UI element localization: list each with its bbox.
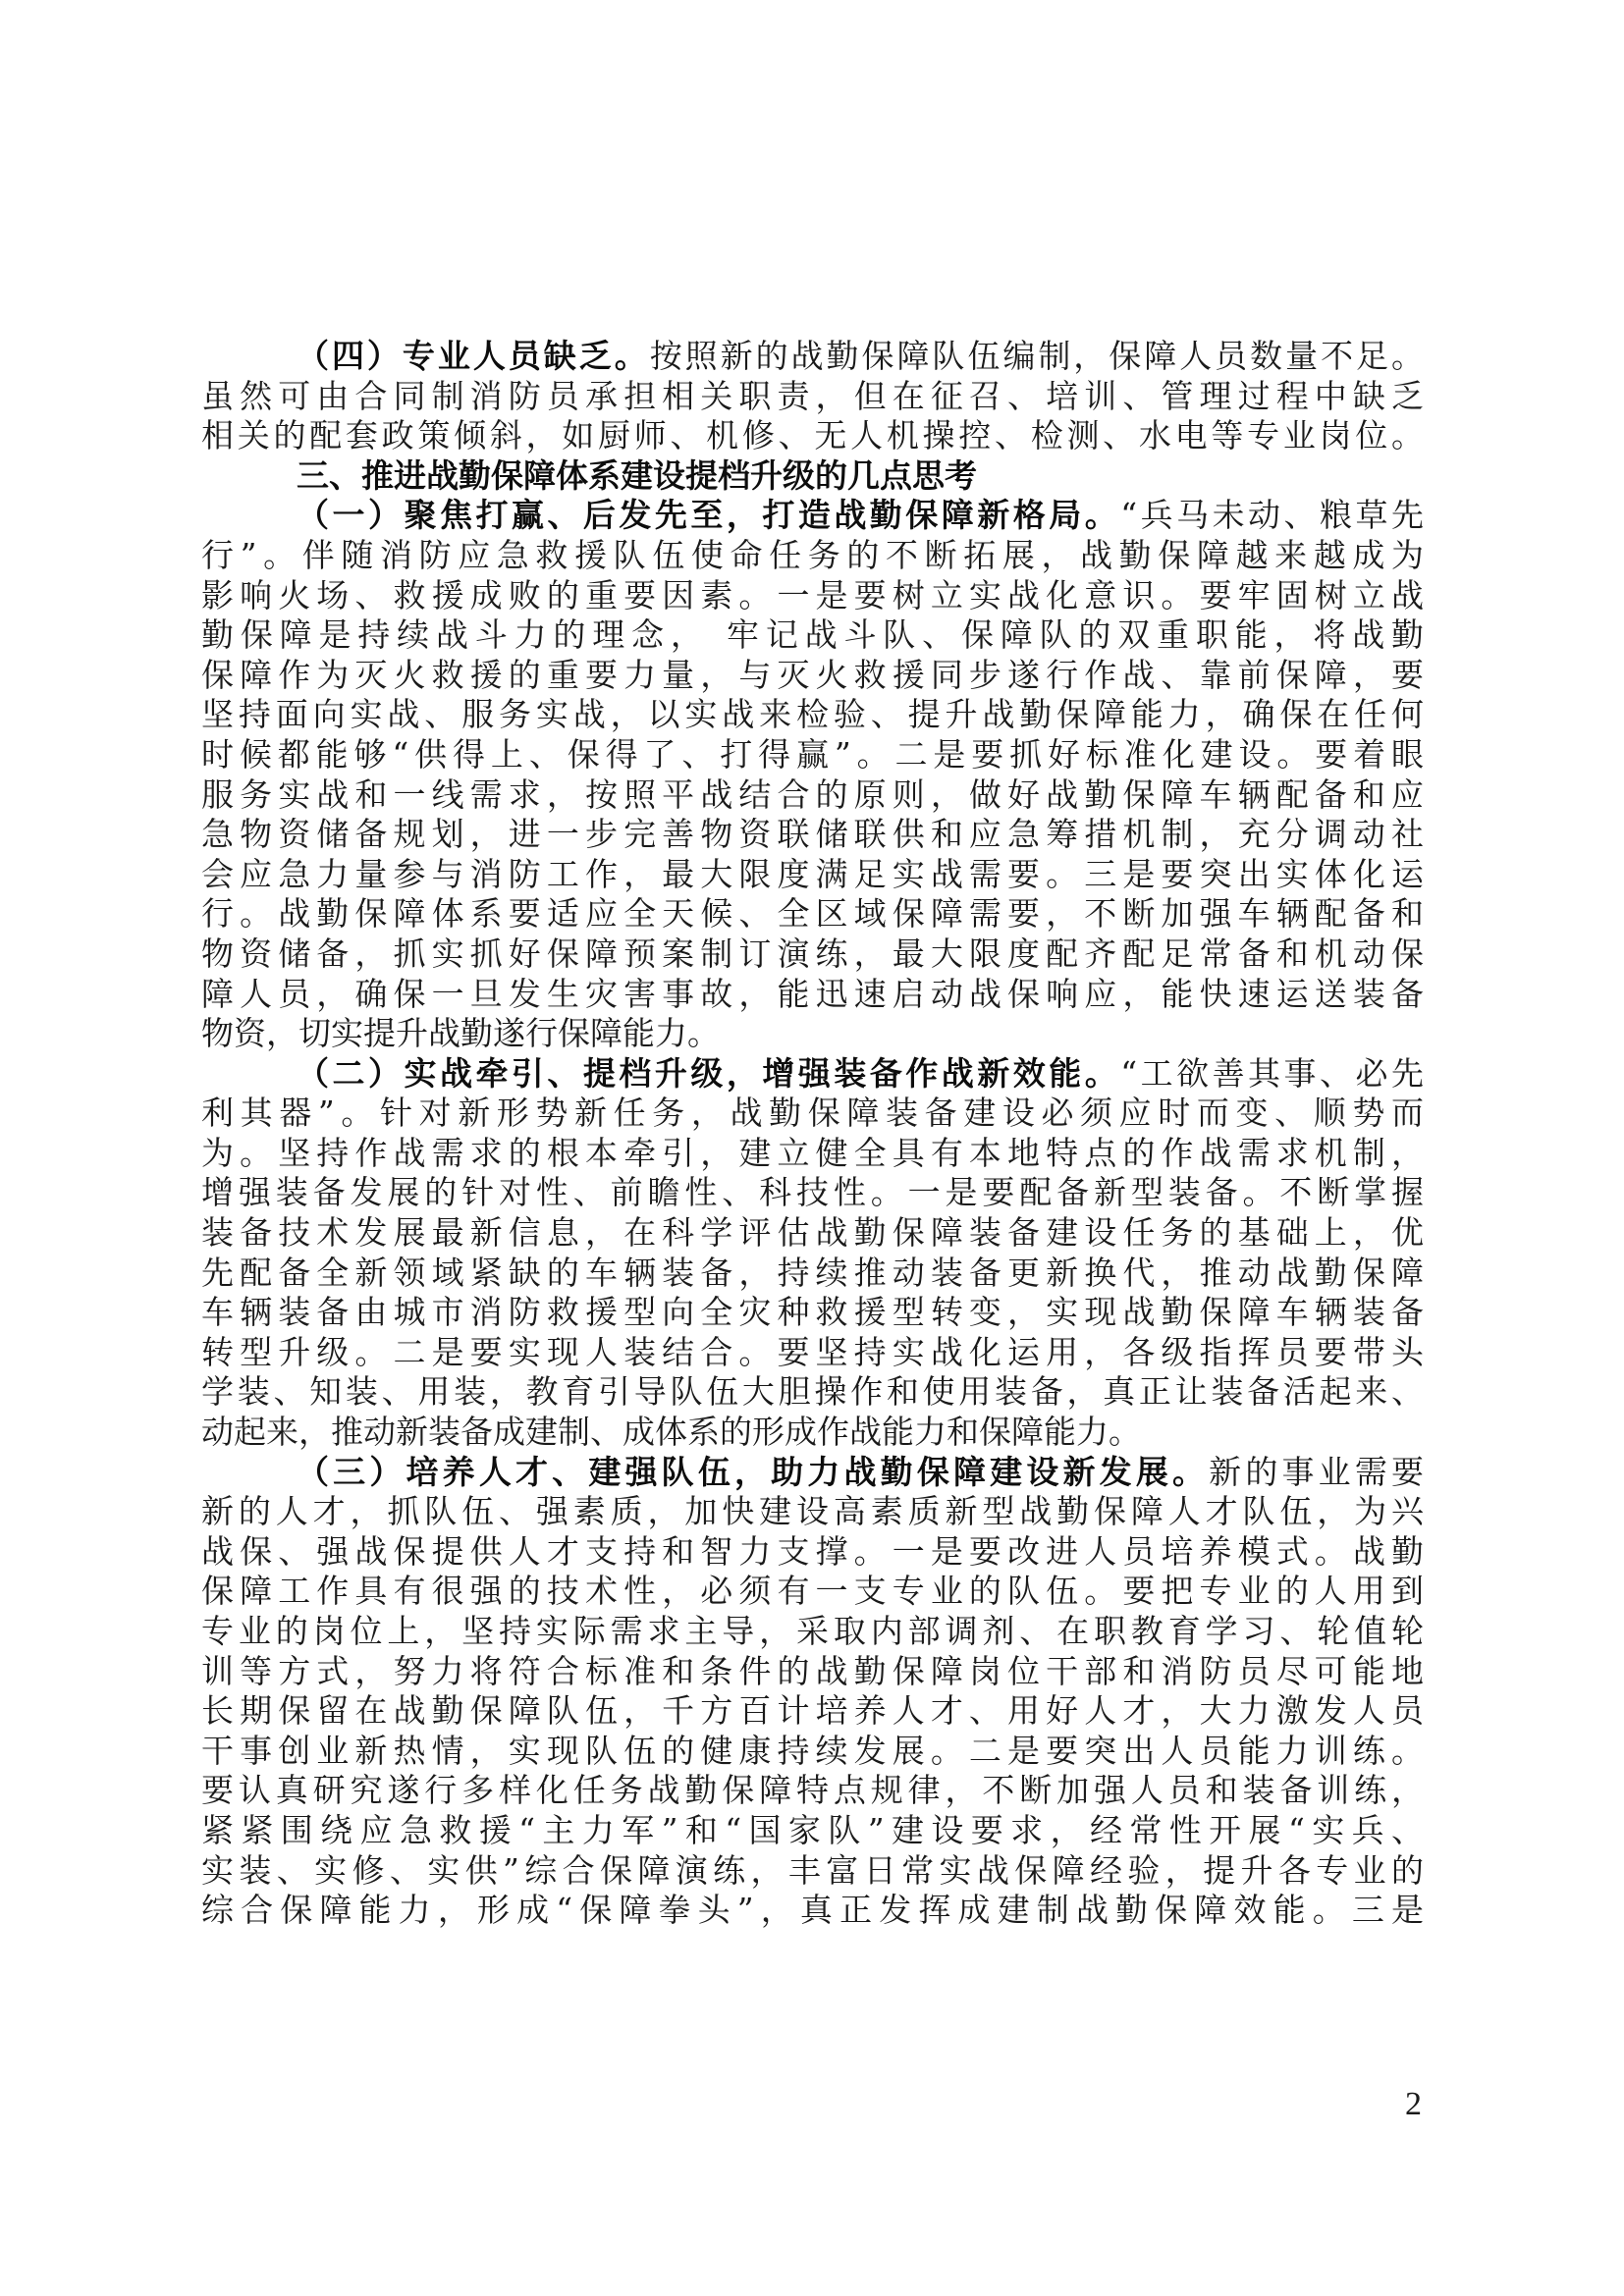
p2-line: 增强装备发展的针对性、前瞻性、科技性。一是要配备新型装备。不断掌握 (201, 1173, 1424, 1212)
p2-line: 转型升级。二是要实现人装结合。要坚持实战化运用，各级指挥员要带头 (201, 1332, 1424, 1371)
p1-line-last: 物资，切实提升战勤遂行保障能力。 (201, 1014, 720, 1053)
p1-line: 保障作为灭火救援的重要力量，与灭火救援同步遂行作战、靠前保障，要 (201, 655, 1424, 694)
p3-line: 训等方式，努力将符合标准和条件的战勤保障岗位干部和消防员尽可能地 (201, 1651, 1424, 1690)
p3-lead-text: 新的事业需要 (1209, 1452, 1424, 1491)
p1-heading: （一）聚焦打赢、后发先至，打造战勤保障新格局。 (297, 496, 1121, 535)
p3-line: 综合保障能力，形成“保障拳头”，真正发挥成建制战勤保障效能。三是 (201, 1891, 1424, 1930)
p1-line: 障人员，确保一旦发生灾害事故，能迅速启动战保响应，能快速运送装备 (201, 974, 1424, 1013)
p2-line: 装备技术发展最新信息，在科学评估战勤保障装备建设任务的基础上，优 (201, 1213, 1424, 1253)
p1-line: 勤保障是持续战斗力的理念， 牢记战斗队、保障队的双重职能，将战勤 (201, 615, 1424, 655)
p3-line: 干事创业新热情，实现队伍的健康持续发展。二是要突出人员能力训练。 (201, 1731, 1424, 1770)
p2-line: 车辆装备由城市消防救援型向全灾种救援型转变，实现战勤保障车辆装备 (201, 1293, 1424, 1332)
section4-heading: （四）专业人员缺乏。 (297, 337, 650, 375)
p1-line: 物资储备，抓实抓好保障预案制订演练，最大限度配齐配足常备和机动保 (201, 934, 1424, 973)
p1-lead-text: “兵马未动、粮草先 (1120, 496, 1424, 535)
p1-line: 服务实战和一线需求，按照平战结合的原则，做好战勤保障车辆配备和应 (201, 774, 1424, 814)
p1-line: 时候都能够“供得上、保得了、打得赢”。二是要抓好标准化建设。要着眼 (201, 734, 1424, 774)
p1-line: 行。战勤保障体系要适应全天候、全区域保障需要，不断加强车辆配备和 (201, 894, 1424, 934)
part3-heading: 三、推进战勤保障体系建设提档升级的几点思考 (297, 455, 977, 495)
document-page (201, 337, 1424, 1931)
p1-line: 会应急力量参与消防工作，最大限度满足实战需要。三是要突出实体化运 (201, 854, 1424, 893)
p2-line: 利其器”。针对新形势新任务，战勤保障装备建设必须应时而变、顺势而 (201, 1094, 1424, 1133)
p1-line: 急物资储备规划，进一步完善物资联储联供和应急筹措机制，充分调动社 (201, 815, 1424, 854)
p1-line: 坚持面向实战、服务实战，以实战来检验、提升战勤保障能力，确保在任何 (201, 695, 1424, 734)
p2-heading: （二）实战牵引、提档升级，增强装备作战新效能。 (297, 1053, 1121, 1093)
p2-line-last: 动起来，推动新装备成建制、成体系的形成作战能力和保障能力。 (201, 1413, 1141, 1452)
p2-line: 学装、知装、用装，教育引导队伍大胆操作和使用装备，真正让装备活起来、 (201, 1372, 1424, 1412)
p2-line-1 (201, 1054, 1424, 1095)
p3-heading: （三）培养人才、建强队伍，助力战勤保障建设新发展。 (297, 1452, 1210, 1491)
p1-line-1 (201, 496, 1424, 536)
p3-line: 新的人才，抓队伍、强素质，加快建设高素质新型战勤保障人才队伍，为兴 (201, 1492, 1424, 1531)
p2-lead-text: “工欲善其事、必先 (1120, 1053, 1424, 1093)
p1-line: 影响火场、救援成败的重要因素。一是要树立实战化意识。要牢固树立战 (201, 575, 1424, 614)
p3-line: 保障工作具有很强的技术性，必须有一支专业的队伍。要把专业的人用到 (201, 1572, 1424, 1611)
p3-line: 紧紧围绕应急救援“主力军”和“国家队”建设要求，经常性开展“实兵、 (201, 1810, 1424, 1849)
p3-line: 专业的岗位上，坚持实际需求主导，采取内部调剂、在职教育学习、轮值轮 (201, 1612, 1424, 1650)
section4-line-2: 虽然可由合同制消防员承担相关职责，但在征召、培训、管理过程中缺乏 (201, 376, 1424, 415)
section4-text: 按照新的战勤保障队伍编制，保障人员数量不足。 (649, 337, 1424, 375)
p1-line: 行”。伴随消防应急救援队伍使命任务的不断拓展，战勤保障越来越成为 (201, 535, 1424, 574)
p3-line: 实装、实修、实供”综合保障演练，丰富日常实战保障经验，提升各专业的 (201, 1850, 1424, 1890)
p3-line: 长期保留在战勤保障队伍，千方百计培养人才、用好人才，大力激发人员 (201, 1691, 1424, 1731)
p3-line: 要认真研究遂行多样化任务战勤保障特点规律，不断加强人员和装备训练， (201, 1771, 1424, 1810)
page-number: 2 (1405, 2086, 1422, 2122)
section4-line-3: 相关的配套政策倾斜，如厨师、机修、无人机操控、检测、水电等专业岗位。 (201, 416, 1424, 455)
p2-line: 先配备全新领域紧缺的车辆装备，持续推动装备更新换代，推动战勤保障 (201, 1253, 1424, 1292)
section4-line-1 (201, 337, 1424, 377)
p3-line: 战保、强战保提供人才支持和智力支撑。一是要改进人员培养模式。战勤 (201, 1531, 1424, 1571)
p2-line: 为。坚持作战需求的根本牵引，建立健全具有本地特点的作战需求机制， (201, 1133, 1424, 1172)
p3-line-1 (201, 1453, 1424, 1493)
